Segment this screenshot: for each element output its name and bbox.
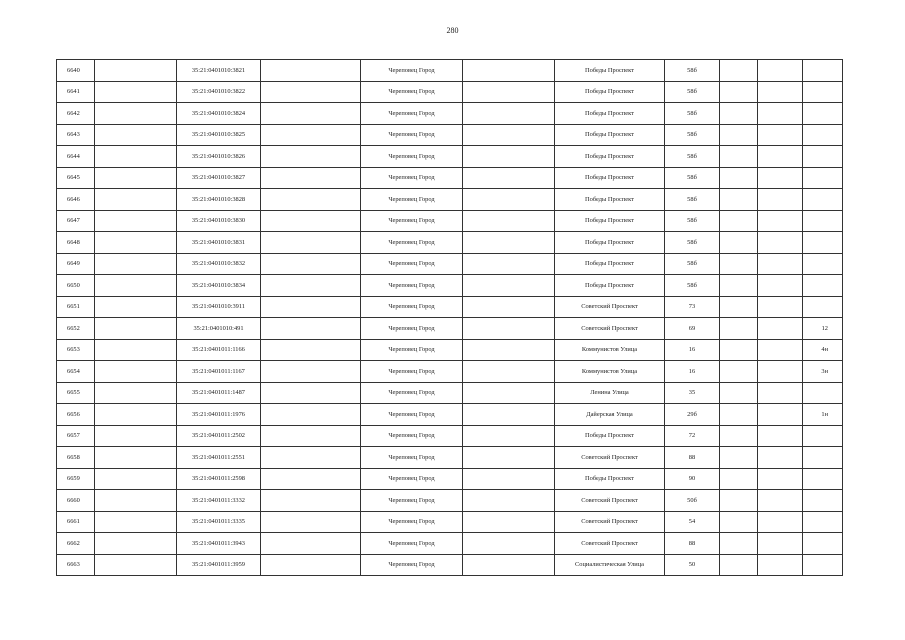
table-row [57, 468, 843, 490]
table-row [57, 554, 843, 576]
empty-cell [720, 103, 758, 125]
empty-cell [463, 511, 555, 533]
empty-cell [720, 189, 758, 211]
city-cell: Череповец Город [361, 167, 463, 189]
empty-cell [720, 425, 758, 447]
table-row [57, 189, 843, 211]
street-cell: Победы Проспект [555, 253, 665, 275]
premises-number-cell [803, 382, 843, 404]
empty-cell [95, 60, 177, 82]
empty-cell [758, 404, 803, 426]
cadastral-number-cell: 35:21:0401010:3822 [177, 81, 261, 103]
street-cell: Победы Проспект [555, 124, 665, 146]
empty-cell [720, 60, 758, 82]
empty-cell [720, 296, 758, 318]
empty-cell [261, 361, 361, 383]
empty-cell [463, 167, 555, 189]
street-cell: Победы Проспект [555, 210, 665, 232]
table-row [57, 146, 843, 168]
empty-cell [758, 103, 803, 125]
empty-cell [261, 210, 361, 232]
city-cell: Череповец Город [361, 339, 463, 361]
house-number-cell: 58б [665, 146, 720, 168]
cadastral-number-cell: 35:21:0401010:3827 [177, 167, 261, 189]
empty-cell [95, 382, 177, 404]
premises-number-cell [803, 253, 843, 275]
empty-cell [95, 404, 177, 426]
table-row [57, 81, 843, 103]
street-cell: Советский Проспект [555, 490, 665, 512]
empty-cell [261, 167, 361, 189]
street-cell: Победы Проспект [555, 60, 665, 82]
premises-number-cell [803, 103, 843, 125]
row-number-cell: 6647 [57, 210, 95, 232]
premises-number-cell [803, 554, 843, 576]
city-cell: Череповец Город [361, 210, 463, 232]
empty-cell [463, 146, 555, 168]
empty-cell [758, 533, 803, 555]
empty-cell [261, 81, 361, 103]
table-row [57, 425, 843, 447]
city-cell: Череповец Город [361, 232, 463, 254]
cadastral-number-cell: 35:21:0401011:3943 [177, 533, 261, 555]
empty-cell [720, 447, 758, 469]
premises-number-cell: 1н [803, 404, 843, 426]
empty-cell [463, 60, 555, 82]
table-row [57, 533, 843, 555]
empty-cell [95, 296, 177, 318]
empty-cell [261, 146, 361, 168]
empty-cell [261, 533, 361, 555]
table-row [57, 103, 843, 125]
street-cell: Социалистическая Улица [555, 554, 665, 576]
empty-cell [95, 275, 177, 297]
premises-number-cell [803, 447, 843, 469]
street-cell: Советский Проспект [555, 447, 665, 469]
empty-cell [463, 232, 555, 254]
empty-cell [758, 275, 803, 297]
empty-cell [95, 425, 177, 447]
empty-cell [463, 533, 555, 555]
empty-cell [261, 124, 361, 146]
empty-cell [261, 382, 361, 404]
cadastral-number-cell: 35:21:0401011:3335 [177, 511, 261, 533]
empty-cell [463, 253, 555, 275]
empty-cell [758, 361, 803, 383]
empty-cell [758, 232, 803, 254]
empty-cell [463, 447, 555, 469]
empty-cell [463, 318, 555, 340]
house-number-cell: 88 [665, 447, 720, 469]
house-number-cell: 58б [665, 103, 720, 125]
premises-number-cell [803, 81, 843, 103]
city-cell: Череповец Город [361, 189, 463, 211]
table-row [57, 318, 843, 340]
empty-cell [95, 447, 177, 469]
empty-cell [463, 124, 555, 146]
empty-cell [720, 275, 758, 297]
empty-cell [463, 81, 555, 103]
empty-cell [95, 468, 177, 490]
city-cell: Череповец Город [361, 81, 463, 103]
table-row [57, 60, 843, 82]
premises-number-cell: 4н [803, 339, 843, 361]
empty-cell [758, 554, 803, 576]
empty-cell [95, 146, 177, 168]
table-row [57, 296, 843, 318]
empty-cell [758, 210, 803, 232]
premises-number-cell [803, 533, 843, 555]
row-number-cell: 6643 [57, 124, 95, 146]
cadastral-number-cell: 35:21:0401010:3826 [177, 146, 261, 168]
registry-table [56, 59, 843, 576]
house-number-cell: 58б [665, 210, 720, 232]
row-number-cell: 6648 [57, 232, 95, 254]
empty-cell [261, 511, 361, 533]
cadastral-number-cell: 35:21:0401010:491 [177, 318, 261, 340]
cadastral-number-cell: 35:21:0401010:3834 [177, 275, 261, 297]
table-row [57, 232, 843, 254]
street-cell: Победы Проспект [555, 468, 665, 490]
cadastral-number-cell: 35:21:0401011:1976 [177, 404, 261, 426]
row-number-cell: 6657 [57, 425, 95, 447]
table-row [57, 490, 843, 512]
empty-cell [261, 490, 361, 512]
empty-cell [261, 253, 361, 275]
city-cell: Череповец Город [361, 60, 463, 82]
city-cell: Череповец Город [361, 468, 463, 490]
cadastral-number-cell: 35:21:0401011:2598 [177, 468, 261, 490]
house-number-cell: 58б [665, 81, 720, 103]
city-cell: Череповец Город [361, 404, 463, 426]
premises-number-cell [803, 275, 843, 297]
street-cell: Коммунистов Улица [555, 361, 665, 383]
empty-cell [95, 210, 177, 232]
empty-cell [758, 124, 803, 146]
empty-cell [463, 361, 555, 383]
empty-cell [758, 318, 803, 340]
empty-cell [720, 124, 758, 146]
street-cell: Коммунистов Улица [555, 339, 665, 361]
cadastral-number-cell: 35:21:0401010:3832 [177, 253, 261, 275]
empty-cell [758, 382, 803, 404]
premises-number-cell [803, 124, 843, 146]
empty-cell [463, 275, 555, 297]
street-cell: Победы Проспект [555, 81, 665, 103]
city-cell: Череповец Город [361, 511, 463, 533]
row-number-cell: 6656 [57, 404, 95, 426]
house-number-cell: 58б [665, 167, 720, 189]
empty-cell [758, 511, 803, 533]
street-cell: Дайерская Улица [555, 404, 665, 426]
empty-cell [463, 404, 555, 426]
row-number-cell: 6651 [57, 296, 95, 318]
empty-cell [758, 189, 803, 211]
row-number-cell: 6659 [57, 468, 95, 490]
empty-cell [758, 468, 803, 490]
empty-cell [95, 490, 177, 512]
empty-cell [720, 361, 758, 383]
premises-number-cell: 12 [803, 318, 843, 340]
empty-cell [720, 81, 758, 103]
cadastral-number-cell: 35:21:0401011:3332 [177, 490, 261, 512]
empty-cell [463, 490, 555, 512]
empty-cell [95, 533, 177, 555]
empty-cell [261, 468, 361, 490]
street-cell: Советский Проспект [555, 511, 665, 533]
empty-cell [720, 554, 758, 576]
house-number-cell: 16 [665, 339, 720, 361]
empty-cell [261, 232, 361, 254]
empty-cell [95, 167, 177, 189]
city-cell: Череповец Город [361, 447, 463, 469]
table-row [57, 167, 843, 189]
city-cell: Череповец Город [361, 425, 463, 447]
row-number-cell: 6649 [57, 253, 95, 275]
row-number-cell: 6640 [57, 60, 95, 82]
premises-number-cell [803, 490, 843, 512]
empty-cell [261, 425, 361, 447]
empty-cell [720, 404, 758, 426]
house-number-cell: 50б [665, 490, 720, 512]
premises-number-cell [803, 146, 843, 168]
row-number-cell: 6642 [57, 103, 95, 125]
empty-cell [720, 511, 758, 533]
empty-cell [95, 554, 177, 576]
empty-cell [720, 146, 758, 168]
empty-cell [720, 382, 758, 404]
registry-body [57, 60, 843, 576]
empty-cell [261, 447, 361, 469]
house-number-cell: 69 [665, 318, 720, 340]
empty-cell [720, 210, 758, 232]
table-row [57, 124, 843, 146]
house-number-cell: 29б [665, 404, 720, 426]
table-row [57, 447, 843, 469]
empty-cell [95, 511, 177, 533]
empty-cell [720, 167, 758, 189]
house-number-cell: 54 [665, 511, 720, 533]
empty-cell [720, 533, 758, 555]
premises-number-cell [803, 210, 843, 232]
cadastral-number-cell: 35:21:0401010:3831 [177, 232, 261, 254]
city-cell: Череповец Город [361, 275, 463, 297]
row-number-cell: 6660 [57, 490, 95, 512]
empty-cell [720, 253, 758, 275]
table-row [57, 210, 843, 232]
row-number-cell: 6645 [57, 167, 95, 189]
city-cell: Череповец Город [361, 253, 463, 275]
row-number-cell: 6661 [57, 511, 95, 533]
house-number-cell: 50 [665, 554, 720, 576]
city-cell: Череповец Город [361, 318, 463, 340]
row-number-cell: 6662 [57, 533, 95, 555]
table-row [57, 275, 843, 297]
table-row [57, 511, 843, 533]
house-number-cell: 90 [665, 468, 720, 490]
cadastral-number-cell: 35:21:0401011:1166 [177, 339, 261, 361]
street-cell: Победы Проспект [555, 232, 665, 254]
empty-cell [95, 103, 177, 125]
house-number-cell: 35 [665, 382, 720, 404]
empty-cell [95, 124, 177, 146]
empty-cell [95, 81, 177, 103]
empty-cell [95, 232, 177, 254]
premises-number-cell [803, 189, 843, 211]
city-cell: Череповец Город [361, 296, 463, 318]
empty-cell [720, 490, 758, 512]
cadastral-number-cell: 35:21:0401011:1167 [177, 361, 261, 383]
empty-cell [463, 554, 555, 576]
empty-cell [463, 210, 555, 232]
row-number-cell: 6650 [57, 275, 95, 297]
table-row [57, 361, 843, 383]
empty-cell [463, 425, 555, 447]
table-row [57, 382, 843, 404]
empty-cell [758, 296, 803, 318]
premises-number-cell [803, 167, 843, 189]
city-cell: Череповец Город [361, 533, 463, 555]
row-number-cell: 6644 [57, 146, 95, 168]
empty-cell [463, 468, 555, 490]
cadastral-number-cell: 35:21:0401010:3911 [177, 296, 261, 318]
empty-cell [95, 253, 177, 275]
cadastral-number-cell: 35:21:0401010:3825 [177, 124, 261, 146]
house-number-cell: 58б [665, 189, 720, 211]
empty-cell [758, 447, 803, 469]
empty-cell [463, 103, 555, 125]
empty-cell [463, 339, 555, 361]
empty-cell [720, 232, 758, 254]
street-cell: Победы Проспект [555, 425, 665, 447]
street-cell: Победы Проспект [555, 103, 665, 125]
empty-cell [261, 404, 361, 426]
house-number-cell: 88 [665, 533, 720, 555]
empty-cell [758, 81, 803, 103]
empty-cell [261, 296, 361, 318]
cadastral-number-cell: 35:21:0401011:2502 [177, 425, 261, 447]
street-cell: Победы Проспект [555, 275, 665, 297]
premises-number-cell [803, 60, 843, 82]
cadastral-number-cell: 35:21:0401010:3821 [177, 60, 261, 82]
city-cell: Череповец Город [361, 361, 463, 383]
street-cell: Советский Проспект [555, 533, 665, 555]
premises-number-cell [803, 511, 843, 533]
house-number-cell: 73 [665, 296, 720, 318]
house-number-cell: 16 [665, 361, 720, 383]
empty-cell [758, 146, 803, 168]
house-number-cell: 58б [665, 60, 720, 82]
premises-number-cell [803, 468, 843, 490]
empty-cell [261, 275, 361, 297]
empty-cell [261, 554, 361, 576]
table-row [57, 339, 843, 361]
street-cell: Ленина Улица [555, 382, 665, 404]
empty-cell [720, 339, 758, 361]
empty-cell [463, 189, 555, 211]
house-number-cell: 58б [665, 232, 720, 254]
empty-cell [463, 296, 555, 318]
house-number-cell: 58б [665, 275, 720, 297]
empty-cell [720, 468, 758, 490]
empty-cell [261, 103, 361, 125]
row-number-cell: 6654 [57, 361, 95, 383]
house-number-cell: 58б [665, 253, 720, 275]
cadastral-number-cell: 35:21:0401011:2551 [177, 447, 261, 469]
empty-cell [95, 339, 177, 361]
city-cell: Череповец Город [361, 490, 463, 512]
empty-cell [261, 60, 361, 82]
empty-cell [758, 490, 803, 512]
city-cell: Череповец Город [361, 146, 463, 168]
premises-number-cell: 3н [803, 361, 843, 383]
row-number-cell: 6653 [57, 339, 95, 361]
cadastral-number-cell: 35:21:0401010:3824 [177, 103, 261, 125]
page-number: 280 [446, 26, 459, 35]
city-cell: Череповец Город [361, 124, 463, 146]
empty-cell [261, 318, 361, 340]
house-number-cell: 72 [665, 425, 720, 447]
premises-number-cell [803, 296, 843, 318]
row-number-cell: 6658 [57, 447, 95, 469]
empty-cell [463, 382, 555, 404]
empty-cell [720, 318, 758, 340]
street-cell: Победы Проспект [555, 189, 665, 211]
city-cell: Череповец Город [361, 103, 463, 125]
empty-cell [758, 253, 803, 275]
house-number-cell: 58б [665, 124, 720, 146]
empty-cell [758, 425, 803, 447]
premises-number-cell [803, 425, 843, 447]
city-cell: Череповец Город [361, 554, 463, 576]
cadastral-number-cell: 35:21:0401010:3830 [177, 210, 261, 232]
row-number-cell: 6652 [57, 318, 95, 340]
empty-cell [95, 318, 177, 340]
empty-cell [758, 60, 803, 82]
street-cell: Победы Проспект [555, 146, 665, 168]
row-number-cell: 6641 [57, 81, 95, 103]
street-cell: Советский Проспект [555, 318, 665, 340]
empty-cell [95, 189, 177, 211]
row-number-cell: 6655 [57, 382, 95, 404]
cadastral-number-cell: 35:21:0401011:1487 [177, 382, 261, 404]
row-number-cell: 6646 [57, 189, 95, 211]
empty-cell [95, 361, 177, 383]
cadastral-number-cell: 35:21:0401010:3828 [177, 189, 261, 211]
table-row [57, 404, 843, 426]
city-cell: Череповец Город [361, 382, 463, 404]
empty-cell [758, 167, 803, 189]
empty-cell [261, 339, 361, 361]
street-cell: Победы Проспект [555, 167, 665, 189]
cadastral-number-cell: 35:21:0401011:3959 [177, 554, 261, 576]
premises-number-cell [803, 232, 843, 254]
empty-cell [261, 189, 361, 211]
street-cell: Советский Проспект [555, 296, 665, 318]
table-row [57, 253, 843, 275]
row-number-cell: 6663 [57, 554, 95, 576]
empty-cell [758, 339, 803, 361]
